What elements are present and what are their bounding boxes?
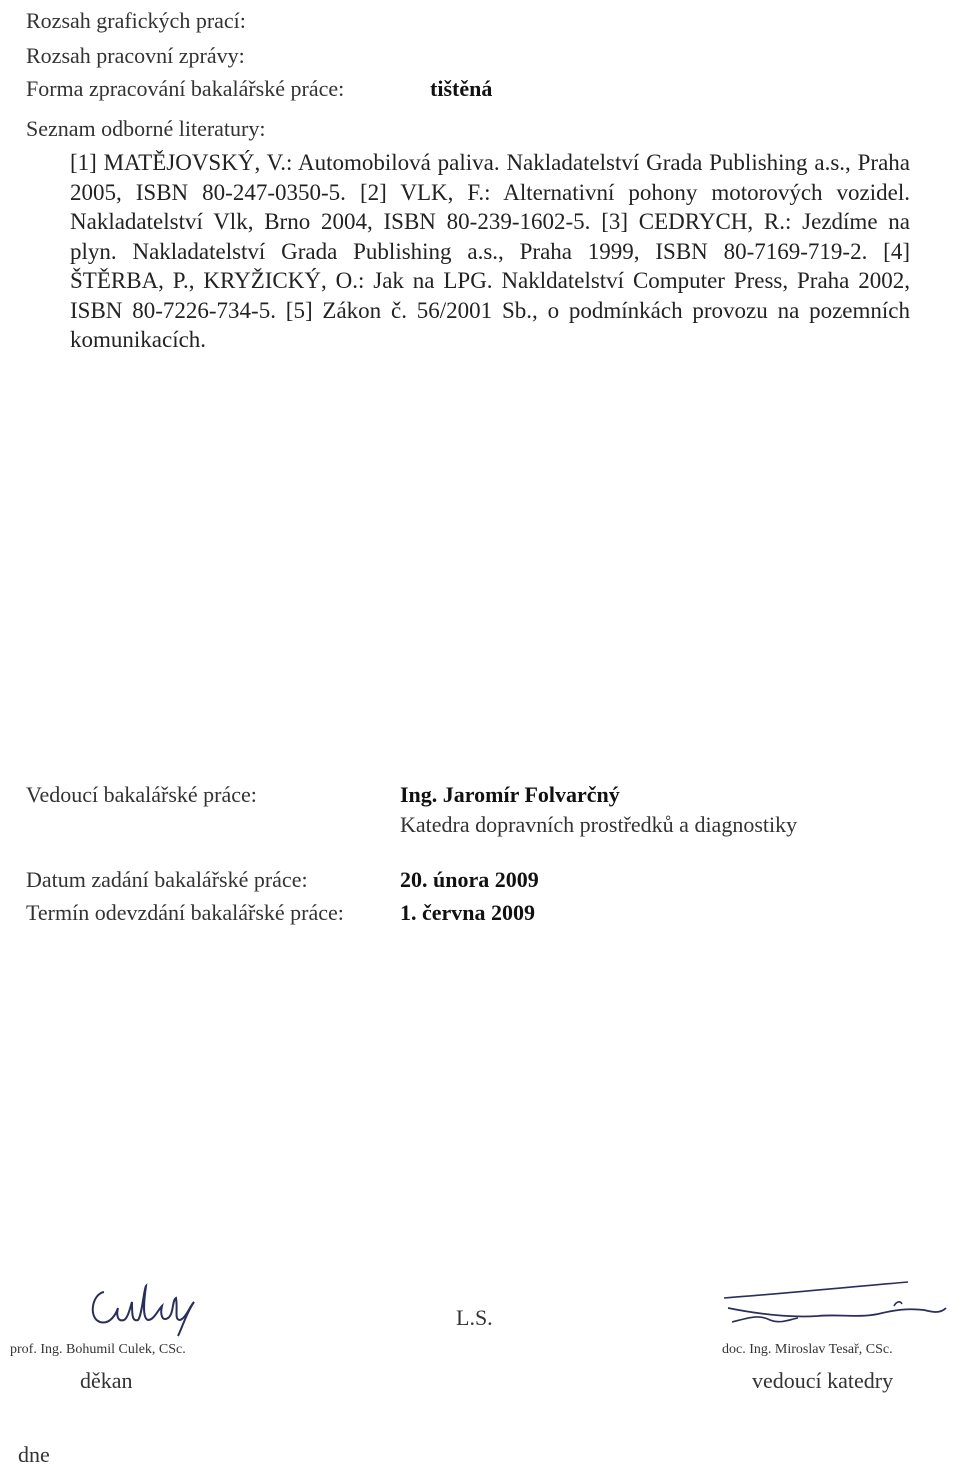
dean-name: prof. Ing. Bohumil Culek, CSc. — [10, 1342, 186, 1357]
stamp-ls: L.S. — [456, 1305, 493, 1330]
literature-item: [5] Zákon č. 56/2001 Sb., o podmínkách provozu na pozemních komunikacích. — [70, 297, 911, 352]
datum-zadani-label: Datum zadání bakalářské práce: — [26, 867, 308, 892]
head-of-department-name: doc. Ing. Miroslav Tesař, CSc. — [722, 1342, 893, 1357]
literature-list — [70, 148, 910, 355]
dean-role: děkan — [80, 1368, 133, 1393]
head-of-department-role: vedoucí katedry — [752, 1368, 894, 1393]
rozsah-zpravy-label: Rozsah pracovní zprávy: — [26, 43, 245, 68]
termin-odevzdani-value: 1. června 2009 — [400, 900, 536, 925]
forma-value: tištěná — [430, 76, 493, 101]
literature-item: [3] CEDRYCH, R.: Jezdíme na plyn. Nakladatelství Grada Publishing a.s., Praha 1999, ISBN 80-7169-719-2. — [70, 209, 911, 264]
seznam-label: Seznam odborné literatury: — [26, 116, 266, 141]
supervisor-label: Vedoucí bakalářské práce: — [26, 782, 257, 807]
supervisor-name: Ing. Jaromír Folvarčný — [400, 782, 620, 807]
supervisor-department: Katedra dopravních prostředků a diagnostiky — [400, 812, 798, 837]
literature-item: [2] VLK, F.: Alternativní pohony motorových vozidel. Nakladatelství Vlk, Brno 2004, ISBN 80-239-1602-5. — [70, 179, 910, 234]
head-of-department-signature — [718, 1278, 950, 1342]
forma-label: Forma zpracování bakalářské práce: — [26, 76, 345, 101]
termin-odevzdani-label: Termín odevzdání bakalářské práce: — [26, 900, 344, 925]
literature-item: [1] MATĚJOVSKÝ, V.: Automobilová paliva. Nakladatelství Grada Publishing a.s., Praha 2005, ISBN 80-247-0350-5. — [70, 150, 910, 205]
dean-signature — [82, 1280, 212, 1340]
datum-zadani-value: 20. února 2009 — [400, 867, 539, 892]
literature-item: [4] ŠTĚRBA, P., KRYŽICKÝ, O.: Jak na LPG. Nakldatelství Computer Press, Praha 2002, ISBN 80-7226-734-5. — [70, 238, 910, 323]
dne-label: dne — [18, 1442, 50, 1467]
rozsah-grafickych-label: Rozsah grafických prací: — [26, 8, 246, 33]
